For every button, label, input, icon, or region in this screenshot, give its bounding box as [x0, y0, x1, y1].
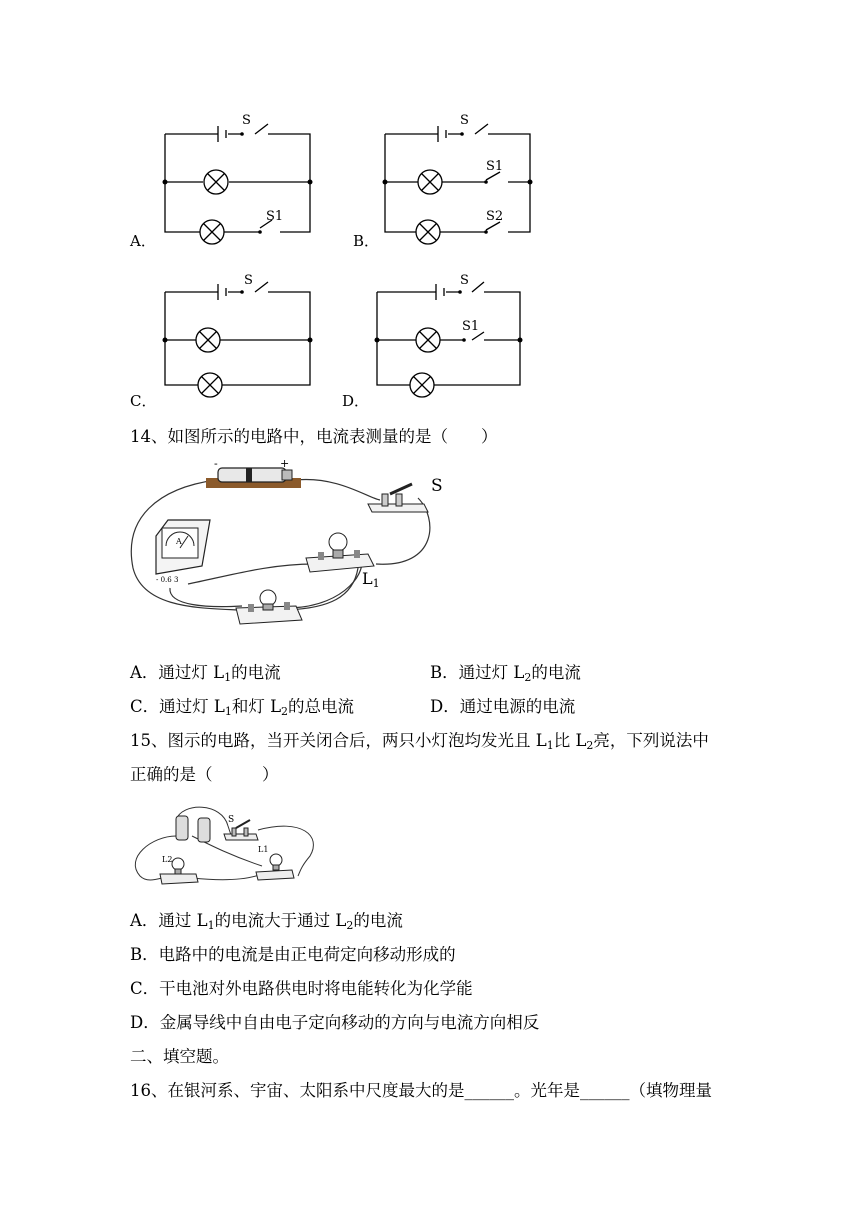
- q13-b-switch-s2: S2: [486, 209, 504, 224]
- q13-c-switch-s: S: [244, 273, 253, 288]
- q15-option-b[interactable]: B．电路中的电流是由正电荷定向移动形成的: [130, 945, 456, 964]
- q14-lamp-l1-label: L1: [362, 569, 380, 590]
- q15-l1-label: L1: [258, 845, 269, 854]
- q14-battery-plus: +: [280, 458, 290, 470]
- q13-option-a-diagram: [160, 112, 320, 247]
- q14-circuit-figure: [128, 458, 458, 636]
- section-heading: 二、填空题。: [130, 1047, 229, 1066]
- q13-b-switch-s: S: [460, 113, 469, 128]
- q13-option-b-diagram: [380, 112, 540, 247]
- q15-option-d[interactable]: D．金属导线中自由电子定向移动的方向与电流方向相反: [130, 1013, 540, 1032]
- q13-b-switch-s1: S1: [486, 159, 504, 174]
- q15-switch-label: S: [228, 815, 235, 825]
- q13-a-switch-s: S: [242, 113, 251, 128]
- q13-option-d-diagram: [372, 270, 532, 405]
- q14-battery-minus: -: [214, 458, 218, 470]
- q14-question: 14、如图所示的电路中，电流表测量的是（ ）: [130, 427, 498, 446]
- q13-option-b-label[interactable]: B．: [353, 232, 380, 250]
- q15-question-line1: 15、图示的电路，当开关闭合后，两只小灯泡均发光且 $L_1$比 $L_2$亮，下列说法中: [130, 731, 709, 752]
- q15-l2-label: L2: [162, 855, 173, 864]
- q13-option-c-label[interactable]: C．: [130, 392, 157, 410]
- q14-option-d[interactable]: D．通过电源的电流: [430, 697, 576, 716]
- q13-option-a-label[interactable]: A．: [130, 232, 156, 250]
- q13-a-switch-s1: S1: [266, 209, 284, 224]
- q16-question: 16、在银河系、宇宙、太阳系中尺度最大的是______。光年是______（填物理量: [130, 1081, 712, 1100]
- q14-option-a[interactable]: A．通过灯 $L_1$的电流: [130, 663, 281, 684]
- q14-ammeter-scale: - 0.6 3: [156, 576, 179, 584]
- q14-option-b[interactable]: B．通过灯 $L_2$的电流: [430, 663, 581, 684]
- q14-switch-label: S: [431, 476, 443, 496]
- q13-option-d-label[interactable]: D．: [342, 392, 370, 410]
- q15-question-line2: 正确的是（ ）: [130, 765, 279, 784]
- q14-ammeter-label: A: [176, 537, 182, 546]
- q15-option-a[interactable]: A．通过 $L_1$的电流大于通过 $L_2$的电流: [130, 911, 403, 932]
- q15-circuit-figure: [132, 806, 322, 890]
- q13-d-switch-s1: S1: [462, 319, 480, 334]
- q13-option-c-diagram: [160, 270, 320, 405]
- q13-d-switch-s: S: [460, 273, 469, 288]
- q15-option-c[interactable]: C．干电池对外电路供电时将电能转化为化学能: [130, 979, 473, 998]
- q14-option-c[interactable]: C．通过灯 $L_1$和灯 $L_2$的总电流: [130, 697, 355, 718]
